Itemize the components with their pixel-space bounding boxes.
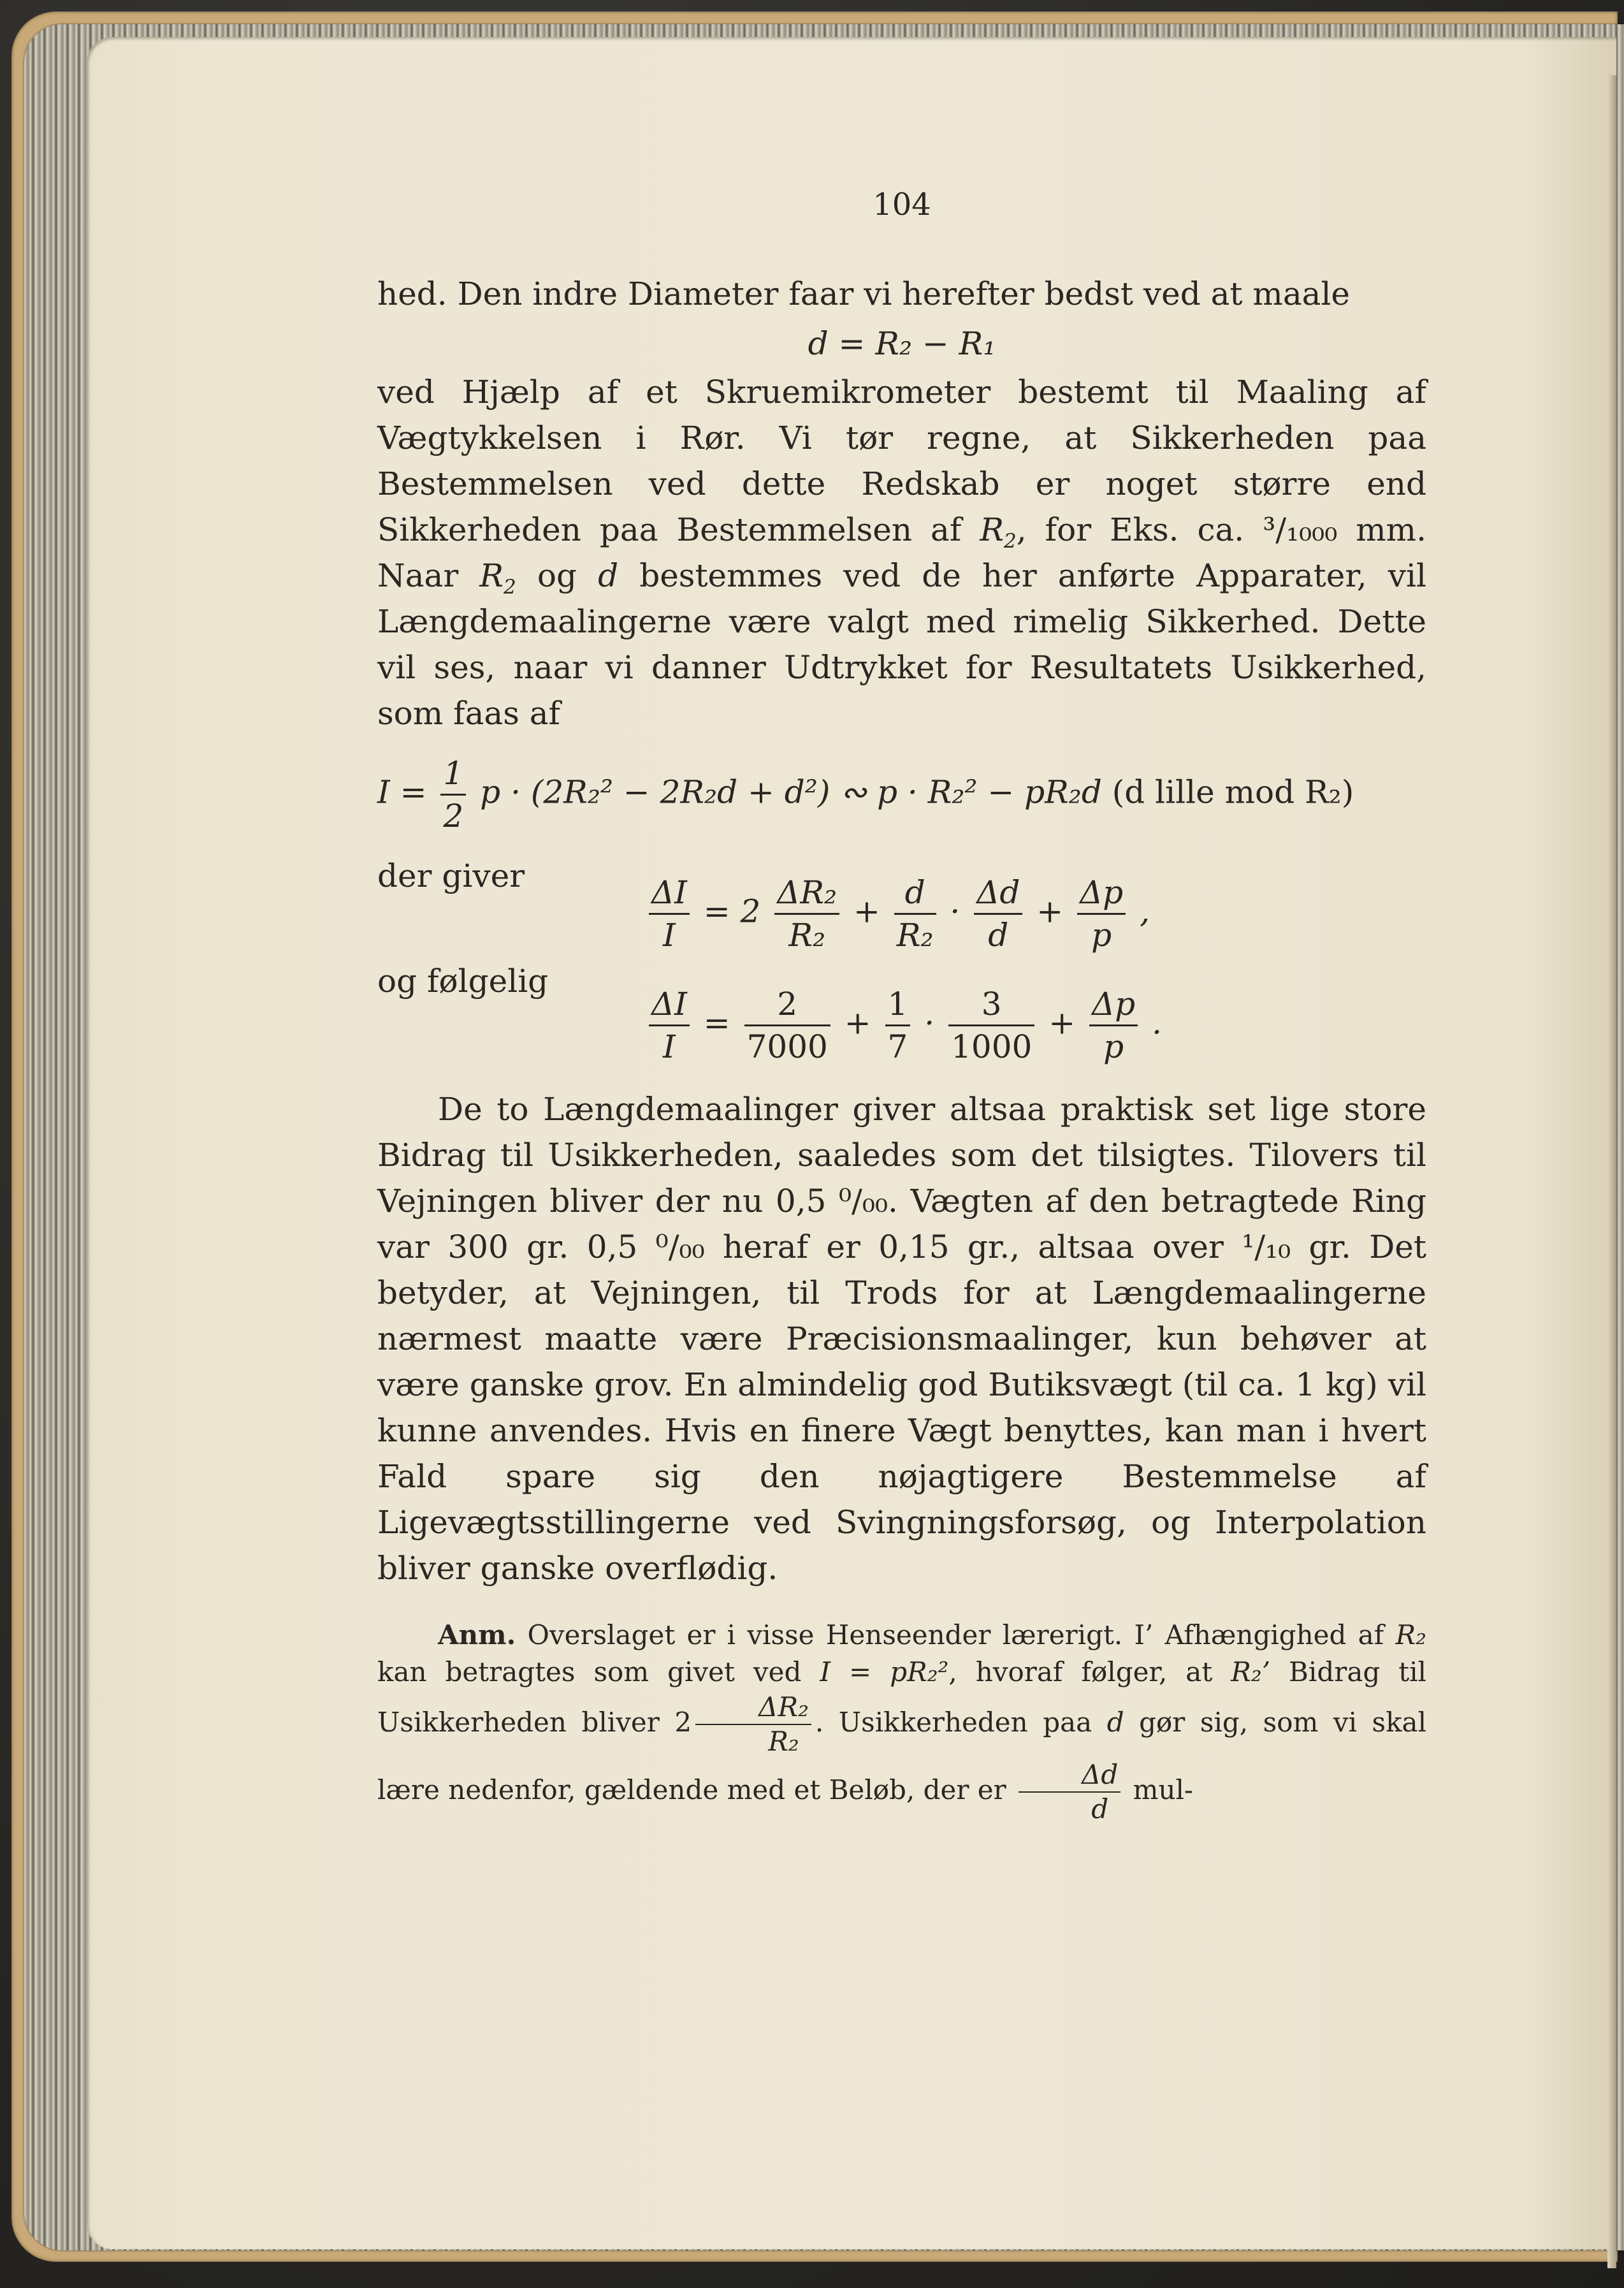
label-der-giver: der giver [377, 857, 525, 894]
eq3-frac-dI-I [649, 872, 690, 956]
fraction-one-half [440, 753, 466, 836]
eq4-t5-num: Δp [1089, 984, 1138, 1026]
eq3-equals-2: = 2 [703, 893, 761, 930]
eq4-frac-2-7000 [744, 984, 830, 1067]
footnote-text-4: Bidrag til Usikkerheden bliver 2 [377, 1656, 1426, 1738]
symbol-d: d [598, 557, 619, 594]
eq4-frac-1-7 [885, 984, 911, 1067]
equation-relative-error [645, 872, 1150, 956]
eq3-t5-den: p [1091, 917, 1112, 954]
eq2-half-num: 1 [440, 753, 466, 796]
eq4-t5-den: p [1103, 1028, 1124, 1065]
footnote-text-2: kan betragtes som givet ved [377, 1656, 820, 1687]
symbol-R2-b: $R_2$ [479, 557, 516, 599]
eq3-frac-dd-d [974, 872, 1022, 956]
paragraph-2-text-c: mm. Naar [377, 511, 1426, 594]
page-gutter-shadow [1607, 75, 1616, 2268]
page-content [377, 182, 1426, 1826]
eq4-t1-num: ΔI [649, 984, 690, 1026]
eq2-lhs: I = [377, 773, 427, 811]
footnote-text-6: gør sig, som vi skal lære nedenfor, gældende med et Beløb, der er [377, 1707, 1427, 1805]
footnote-R2-possessive: R₂’ [1231, 1656, 1271, 1687]
eq4-t1-den: I [663, 1028, 676, 1065]
footnote-text-1: Overslaget er i visse Henseender lærerigt. I’ Afhængighed af [516, 1619, 1396, 1650]
paragraph-2-text-a: ved Hjælp af et Skruemikrometer bestemt til Maaling af Vægtykkelsen i Rør. Vi tør regne, at Sikkerheden paa Bestemmelsen ved dette Redskab er noget større end Sikkerheden paa Bestemmelsen af [377, 374, 1426, 548]
equation-relative-error-row [377, 853, 1426, 956]
eq4-frac-3-1000 [948, 984, 1034, 1067]
eq3-t2-num: ΔR₂ [774, 872, 839, 915]
eq3-frac-dp-p [1077, 872, 1126, 956]
footnote-text-3: , hvoraf følger, at [948, 1656, 1231, 1687]
eq3-t2-den: R₂ [788, 917, 826, 954]
eq3-frac-d-R2 [894, 872, 936, 956]
paragraph-1: hed. Den indre Diameter faar vi herefter bedst ved at maale [377, 275, 1351, 312]
footnote-d: d [1106, 1707, 1124, 1738]
footnote-text-5: . Usikkerheden paa [815, 1707, 1107, 1738]
eq3-t3-num: d [894, 872, 936, 915]
eq3-t1-den: I [663, 917, 676, 954]
footnote-text-7: mul- [1124, 1774, 1194, 1805]
label-og-folgelig: og følgelig [377, 963, 549, 1000]
eq4-dot: · [924, 1004, 935, 1042]
footnote-frac2-den: d [1091, 1793, 1109, 1825]
eq3-t3-den: R₂ [896, 917, 934, 954]
eq4-t2-num: 2 [744, 984, 830, 1026]
eq3-plus-1: + [853, 893, 880, 930]
symbol-R2: $R_2$ [980, 511, 1017, 553]
eq4-equals: = [703, 1004, 730, 1042]
eq4-t4-den: 1000 [951, 1028, 1033, 1065]
eq4-frac-dp-p [1089, 984, 1138, 1067]
eq4-frac-dI-I [649, 984, 690, 1067]
paragraph-2 [377, 369, 1426, 736]
footnote-frac1-den: R₂ [768, 1726, 799, 1757]
eq3-plus-2: + [1036, 893, 1064, 930]
paragraph-2-text-b: , for Eks. ca. [1016, 511, 1263, 548]
paragraph-3: De to Længdemaalinger giver altsaa praktisk set lige store Bidrag til Usikkerheden, saaledes som det tilsigtes. Tilovers til Vejningen bliver der nu 0,5 ⁰/₀₀. Vægten af den betragtede Ring var 300 gr. 0,5 ⁰/₀₀ heraf er 0,15 gr., altsaa over ¹/₁₀ gr. Det betyder, at Vejningen, til Trods for at Længdemaalingerne nærmest maatte være Præcisionsmaalinger, kun behøver at være ganske grov. En almindelig god Butiksvægt (til ca. 1 kg) vil kunne anvendes. Hvis en finere Vægt benyttes, kan man i hvert Fald spare sig den nøjagtigere Bestemmelse af Ligevægtsstillingerne ved Svingningsforsøg, og Interpolation bliver ganske overflødig. [377, 1091, 1426, 1587]
eq2-note: (d lille mod R₂) [1112, 773, 1354, 811]
footnote-formula: I = pR₂² [820, 1656, 949, 1687]
eq4-period: . [1152, 1004, 1162, 1042]
eq2-half-den: 2 [443, 798, 464, 834]
eq3-t5-num: Δp [1077, 872, 1126, 915]
fraction-3-per-1000: ³/₁₀₀₀ [1263, 511, 1338, 548]
footnote-label: Anm. [438, 1619, 516, 1650]
symbol-R: R [479, 557, 504, 594]
eq3-t1-num: ΔI [649, 872, 690, 915]
eq4-t2-den: 7000 [746, 1028, 828, 1065]
paragraph-2-text-d: og [516, 557, 598, 594]
footnote-frac2-num: Δd [1019, 1758, 1120, 1793]
equation-numeric-error [645, 984, 1162, 1067]
footnote-R2: R₂ [1395, 1619, 1426, 1650]
equation-moment [377, 753, 1426, 836]
eq3-comma: , [1140, 893, 1150, 930]
eq4-t4-num: 3 [948, 984, 1034, 1026]
eq3-t4-num: Δd [974, 872, 1022, 915]
eq4-t3-den: 7 [887, 1028, 908, 1065]
eq2-rest: p · (2R₂² − 2R₂d + d²) ∾ p · R₂² − pR₂d [480, 773, 1102, 811]
footnote-anm [377, 1617, 1426, 1826]
footnote-frac-dd-d [1019, 1758, 1120, 1826]
eq4-plus-2: + [1048, 1004, 1076, 1042]
equation-numeric-error-row [377, 958, 1426, 1067]
eq3-t4-den: d [988, 917, 1009, 954]
footnote-frac1-num: ΔR₂ [695, 1691, 811, 1725]
eq4-plus-1: + [844, 1004, 871, 1042]
eq3-dot: · [950, 893, 961, 930]
eq3-frac-dR2-R2 [774, 872, 839, 956]
footnote-frac-dR2-R2 [695, 1691, 811, 1758]
symbol-R: R [980, 511, 1004, 548]
paragraph-2-text-e: bestemmes ved de her anførte Apparater, vil Længdemaalingerne være valgt med rimelig Sikkerhed. Dette vil ses, naar vi danner Udtrykket for Resultatets Usikkerhed, som faas af [377, 557, 1426, 732]
page-number: 104 [873, 187, 931, 222]
eq4-t3-num: 1 [885, 984, 911, 1026]
equation-d-difference: d = R₂ − R₁ [808, 325, 996, 362]
